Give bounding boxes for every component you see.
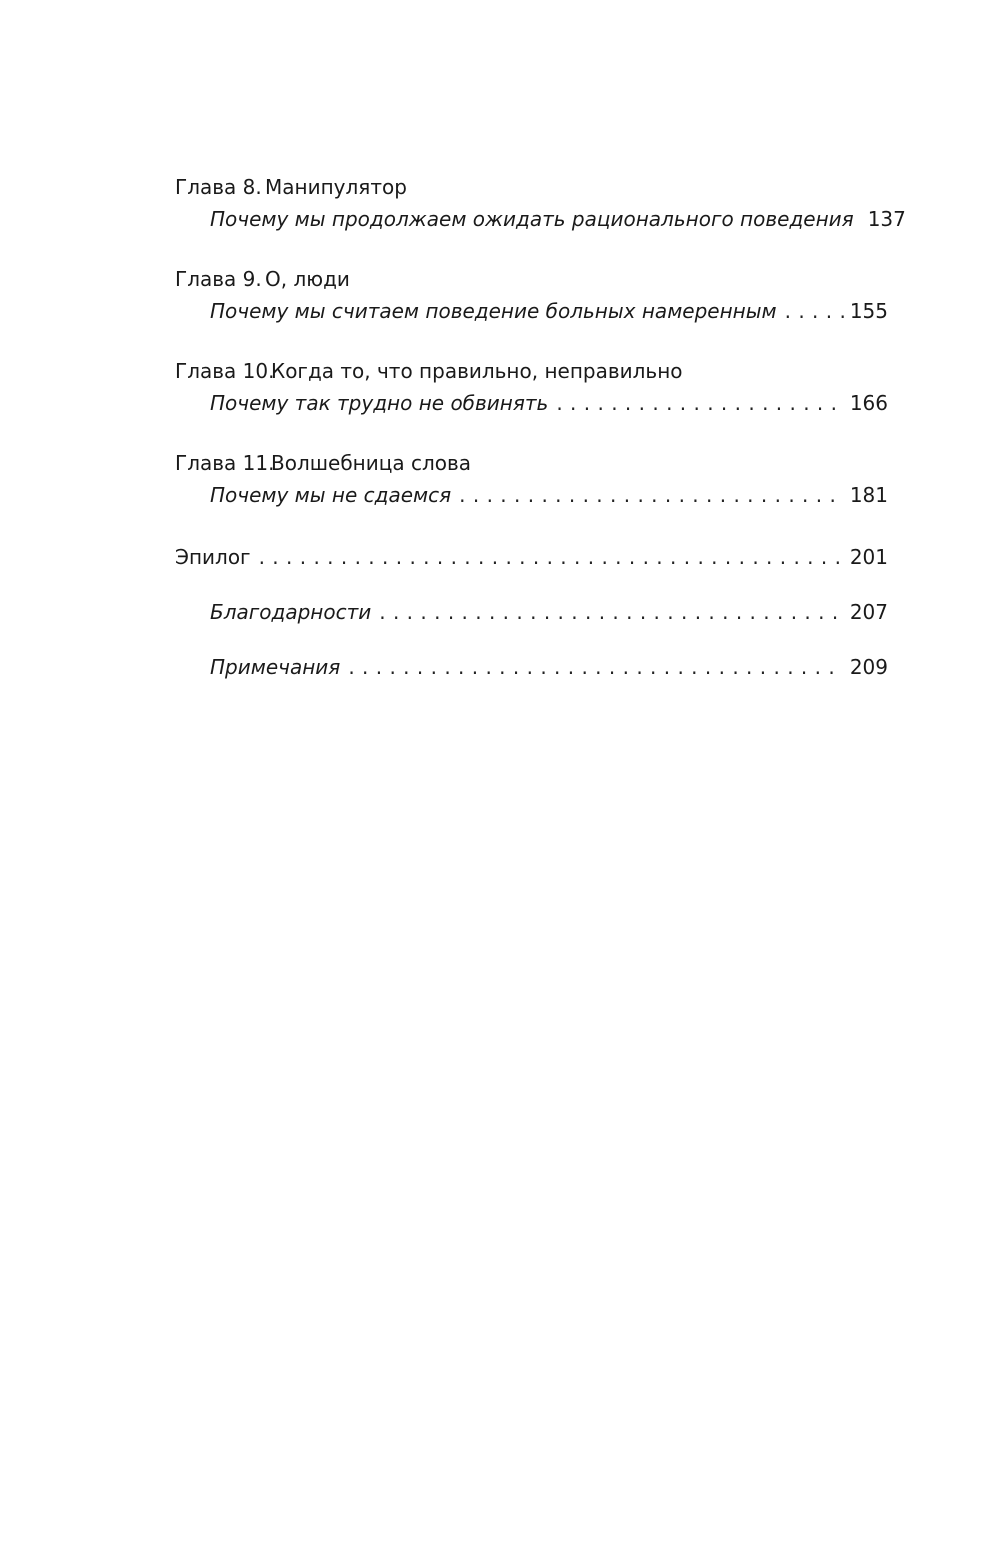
chapter-heading [175, 356, 888, 386]
notes-label: Примечания [210, 655, 341, 679]
toc-entry[interactable] [175, 294, 888, 328]
chapter-heading [175, 264, 888, 294]
dot-leader [785, 294, 844, 328]
page-number: 209 [849, 655, 888, 679]
dot-leader [379, 595, 844, 629]
chapter-subtitle: Почему мы считаем поведение больных намеренным [210, 299, 777, 323]
dot-leader [459, 478, 844, 512]
toc-chapter-9 [175, 264, 888, 328]
toc-entry-epilogue[interactable] [175, 540, 888, 574]
chapter-number: Глава 10. [175, 359, 275, 383]
chapter-number: Глава 11. [175, 451, 275, 475]
toc-entry[interactable] [175, 386, 888, 420]
page-number: 137 [867, 207, 906, 231]
chapter-heading [175, 448, 888, 478]
toc-entry[interactable] [175, 202, 906, 236]
chapter-title: Манипулятор [265, 175, 407, 199]
chapter-number: Глава 8. [175, 175, 262, 199]
dot-leader [348, 650, 844, 684]
page-number: 166 [849, 391, 888, 415]
page-number: 207 [849, 600, 888, 624]
toc-chapter-10 [175, 356, 888, 420]
toc-chapter-8 [175, 172, 906, 236]
page-number: 201 [849, 545, 888, 569]
toc-chapter-11 [175, 448, 888, 512]
chapter-title: О, люди [265, 267, 350, 291]
chapter-number: Глава 9. [175, 267, 262, 291]
chapter-subtitle: Почему мы продолжаем ожидать рационального поведения [210, 207, 854, 231]
page-number: 181 [849, 483, 888, 507]
toc-entry-notes[interactable] [175, 650, 888, 684]
chapter-subtitle: Почему мы не сдаемся [210, 483, 452, 507]
dot-leader [556, 386, 843, 420]
chapter-subtitle: Почему так трудно не обвинять [210, 391, 549, 415]
dot-leader [259, 540, 844, 574]
acknowledgements-label: Благодарности [210, 600, 372, 624]
chapter-title: Волшебница слова [271, 451, 472, 475]
table-of-contents [175, 172, 906, 705]
epilogue-label: Эпилог [175, 545, 251, 569]
toc-entry[interactable] [175, 478, 888, 512]
page-number: 155 [849, 299, 888, 323]
chapter-heading [175, 172, 888, 202]
toc-entry-acknowledgements[interactable] [175, 595, 888, 629]
chapter-title: Когда то, что правильно, неправильно [271, 359, 683, 383]
